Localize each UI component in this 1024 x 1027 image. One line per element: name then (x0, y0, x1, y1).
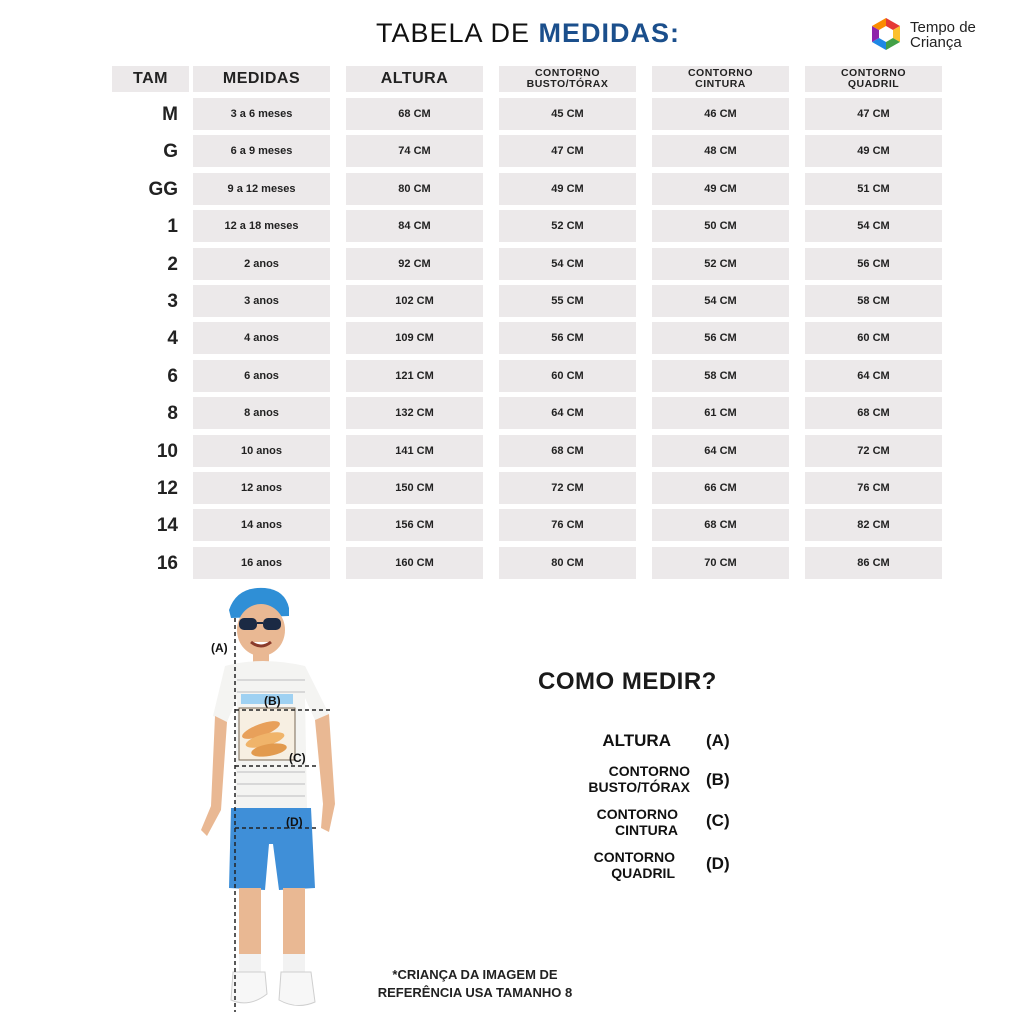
table-cell-cintura: 50 CM (652, 210, 789, 242)
brand-name: Tempo de Criança (910, 19, 976, 51)
table-cell-cintura: 46 CM (652, 98, 789, 130)
table-cell-altura: 132 CM (346, 397, 483, 429)
table-cell-medidas: 16 anos (193, 547, 330, 579)
table-cell-cintura: 49 CM (652, 173, 789, 205)
table-cell-busto: 72 CM (499, 472, 636, 504)
mark-c: (C) (289, 751, 306, 765)
header-busto: CONTORNO BUSTO/TÓRAX (499, 66, 636, 92)
mark-b: (B) (264, 694, 281, 708)
legend-altura-label: ALTURA (602, 731, 671, 750)
mark-a: (A) (211, 641, 228, 655)
legend-cintura-code: (C) (706, 811, 730, 830)
legend-altura-code: (A) (706, 731, 730, 750)
header-altura: ALTURA (346, 66, 483, 92)
tam-label: 4 (167, 328, 178, 349)
table-cell-medidas: 10 anos (193, 435, 330, 467)
table-cell-busto: 49 CM (499, 173, 636, 205)
table-cell-altura: 156 CM (346, 509, 483, 541)
table-cell-altura: 68 CM (346, 98, 483, 130)
table-cell-cintura: 58 CM (652, 360, 789, 392)
table-cell-medidas: 6 a 9 meses (193, 135, 330, 167)
table-cell-medidas: 8 anos (193, 397, 330, 429)
table-cell-busto: 54 CM (499, 248, 636, 280)
table-cell-busto: 80 CM (499, 547, 636, 579)
header-tam: TAM (112, 66, 189, 92)
table-cell-medidas: 12 a 18 meses (193, 210, 330, 242)
legend-cintura-label: CONTORNO CINTURA (596, 806, 678, 838)
mark-d: (D) (286, 815, 303, 829)
table-cell-busto: 56 CM (499, 322, 636, 354)
title-highlight: MEDIDAS: (538, 18, 681, 48)
table-cell-cintura: 61 CM (652, 397, 789, 429)
header-medidas: MEDIDAS (193, 66, 330, 92)
table-cell-busto: 64 CM (499, 397, 636, 429)
table-cell-medidas: 3 anos (193, 285, 330, 317)
tam-label: 10 (156, 441, 178, 462)
tam-label: GG (148, 179, 178, 200)
legend-quadril-code: (D) (706, 854, 730, 873)
table-cell-quadril: 64 CM (805, 360, 942, 392)
tam-label: 6 (167, 366, 178, 387)
table-cell-cintura: 54 CM (652, 285, 789, 317)
hexagon-logo-icon (868, 16, 904, 52)
tam-label: 2 (167, 254, 178, 275)
table-cell-busto: 45 CM (499, 98, 636, 130)
table-cell-medidas: 4 anos (193, 322, 330, 354)
legend-quadril-label: CONTORNO QUADRIL (593, 849, 675, 881)
table-cell-quadril: 47 CM (805, 98, 942, 130)
header-cintura: CONTORNO CINTURA (652, 66, 789, 92)
table-cell-cintura: 68 CM (652, 509, 789, 541)
table-cell-quadril: 60 CM (805, 322, 942, 354)
table-cell-altura: 74 CM (346, 135, 483, 167)
table-cell-altura: 109 CM (346, 322, 483, 354)
table-cell-cintura: 70 CM (652, 547, 789, 579)
table-cell-busto: 76 CM (499, 509, 636, 541)
table-cell-altura: 121 CM (346, 360, 483, 392)
table-cell-quadril: 56 CM (805, 248, 942, 280)
table-cell-cintura: 52 CM (652, 248, 789, 280)
table-cell-medidas: 3 a 6 meses (193, 98, 330, 130)
table-cell-busto: 52 CM (499, 210, 636, 242)
legend-busto-label: CONTORNO BUSTO/TÓRAX (588, 763, 690, 795)
tam-label: M (162, 104, 178, 125)
table-cell-altura: 80 CM (346, 173, 483, 205)
table-cell-medidas: 14 anos (193, 509, 330, 541)
tam-label: 14 (156, 515, 178, 536)
table-cell-busto: 68 CM (499, 435, 636, 467)
table-cell-quadril: 72 CM (805, 435, 942, 467)
table-cell-cintura: 56 CM (652, 322, 789, 354)
table-cell-quadril: 82 CM (805, 509, 942, 541)
table-cell-medidas: 2 anos (193, 248, 330, 280)
table-cell-medidas: 9 a 12 meses (193, 173, 330, 205)
table-cell-quadril: 51 CM (805, 173, 942, 205)
table-cell-altura: 102 CM (346, 285, 483, 317)
tam-label: 1 (167, 216, 178, 237)
table-cell-quadril: 76 CM (805, 472, 942, 504)
table-cell-medidas: 12 anos (193, 472, 330, 504)
title-prefix: TABELA DE (375, 18, 531, 48)
table-cell-busto: 55 CM (499, 285, 636, 317)
table-cell-quadril: 58 CM (805, 285, 942, 317)
header-quadril: CONTORNO QUADRIL (805, 66, 942, 92)
table-cell-quadril: 54 CM (805, 210, 942, 242)
table-cell-quadril: 86 CM (805, 547, 942, 579)
table-cell-altura: 160 CM (346, 547, 483, 579)
table-cell-quadril: 68 CM (805, 397, 942, 429)
tam-label: 8 (167, 403, 178, 424)
table-cell-altura: 92 CM (346, 248, 483, 280)
tam-label: 3 (167, 291, 178, 312)
table-cell-quadril: 49 CM (805, 135, 942, 167)
table-cell-altura: 84 CM (346, 210, 483, 242)
table-cell-medidas: 6 anos (193, 360, 330, 392)
brand-logo (868, 14, 998, 58)
tam-label: 12 (156, 478, 178, 499)
reference-note: *CRIANÇA DA IMAGEM DE REFERÊNCIA USA TAMANHO 8 (377, 967, 573, 1000)
table-cell-cintura: 48 CM (652, 135, 789, 167)
table-cell-cintura: 64 CM (652, 435, 789, 467)
tam-label: 16 (156, 553, 178, 574)
table-cell-altura: 141 CM (346, 435, 483, 467)
tam-label: G (163, 141, 178, 162)
legend-busto-code: (B) (706, 770, 730, 789)
table-cell-busto: 60 CM (499, 360, 636, 392)
como-medir-title: COMO MEDIR? (538, 668, 717, 695)
table-cell-altura: 150 CM (346, 472, 483, 504)
table-cell-busto: 47 CM (499, 135, 636, 167)
table-cell-cintura: 66 CM (652, 472, 789, 504)
